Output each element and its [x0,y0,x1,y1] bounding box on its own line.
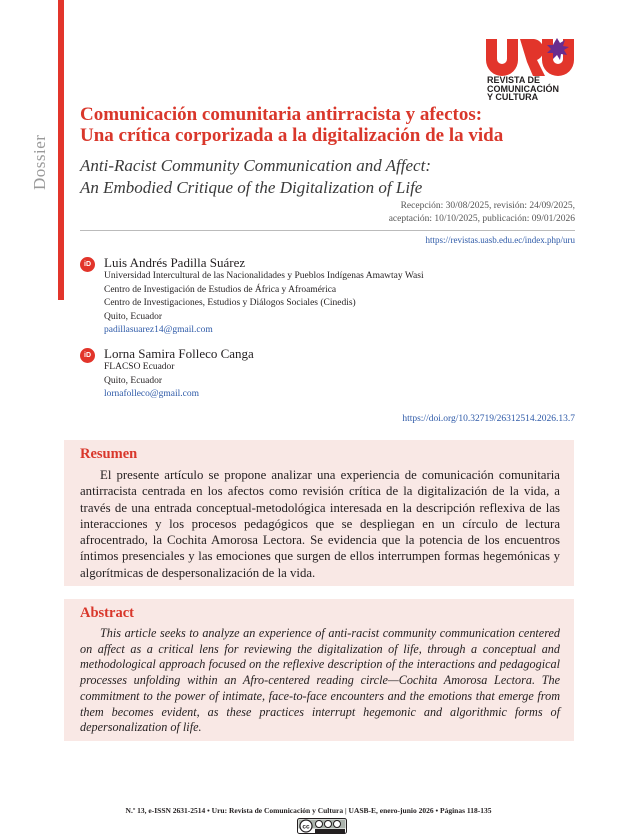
orcid-icon[interactable]: iD [80,257,95,272]
abstract-heading: Abstract [80,605,134,621]
logo-line: Y CULTURA [487,92,539,102]
author-location: Quito, Ecuador [104,311,163,322]
journal-url-link[interactable]: https://revistas.uasb.edu.ec/index.php/uru [425,235,575,245]
title-english-line: Anti-Racist Community Communication and Affect: [80,156,431,175]
author-email-link[interactable]: padillasuarez14@gmail.com [104,325,213,335]
submission-dates [389,200,575,225]
dates-line: Recepción: 30/08/2025, revisión: 24/09/2025, [400,201,575,211]
author-name: Lorna Samira Folleco Canga [104,346,254,361]
resumen-text: El presente artículo se propone analizar una experiencia de comunicación comunitaria antirracista centrada en los afectos como revisión crítica de la digitalización de la vida, a través de una entrada conceptual-metodológica interesada en la descripción reflexiva de las interacciones y los procesos pedagógicos que se despliegan en un círculo de lectura afrocentrado, la Cochita Amorosa Lectora. Se evidencia que la potencia de los encuentros íntimos presenciales y las emociones que surgen de ellos interrumpen formas hegemónicas y algorítmicas de despersonalización de la vida. [80,468,560,580]
author-affiliation: Centro de Investigación de Estudios de África y Afroamérica [104,284,337,295]
orcid-icon[interactable]: iD [80,348,95,363]
accent-bar [58,0,64,300]
title-spanish-line: Una crítica corporizada a la digitalización de la vida [80,125,504,146]
abstract-box [64,599,574,741]
resumen-heading: Resumen [80,446,138,462]
author-location: Quito, Ecuador [104,375,163,386]
divider [80,230,575,231]
resumen-box [64,440,574,586]
author-affiliation: Centro de Investigaciones, Estudios y Diálogos Sociales (Cinedis) [104,298,356,308]
title-english [80,155,560,199]
creative-commons-license-icon[interactable] [297,818,347,834]
section-label-text: Dossier [30,134,49,190]
section-label [30,130,50,195]
dates-line: aceptación: 10/10/2025, publicación: 09/01/2026 [388,213,575,224]
logo-line: REVISTA DE [487,75,541,85]
logo-line: COMUNICACIÓN [487,83,559,94]
author-name: Luis Andrés Padilla Suárez [104,255,246,270]
title-spanish-line: Comunicación comunitaria antirracista y afectos: [80,104,483,125]
journal-logo-text [487,76,559,102]
author-affiliation: FLACSO Ecuador [104,362,175,372]
author-email-link[interactable]: lornafolleco@gmail.com [104,389,200,399]
doi-link[interactable]: https://doi.org/10.32719/26312514.2026.13.7 [402,414,575,424]
author-affiliation: Universidad Intercultural de las Nacionalidades y Pueblos Indígenas Amawtay Wasi [104,271,424,281]
page-footer: N.º 13, e-ISSN 2631-2514 • Uru: Revista de Comunicación y Cultura | UASB-E, enero-junio 2026 • Páginas 118-135 [125,806,492,815]
svg-text:cc: cc [302,823,310,831]
title-spanish [80,104,560,146]
abstract-text: This article seeks to analyze an experience of anti-racist community communication centered on affect as a critical lens for reviewing the digitalization of life, through a conceptual and methodological approach focused on the reflexive description of the interactions and pedagogical processes unfolding within an Afro-centered reading circle—Cochita Amorosa Lectora. The commitment to the power of intimate, face-to-face encounters and the emotions that emerge from them becomes evident, as these practices interrupt hegemonic and algorithmic forms of depersonalization of life. [80,626,560,735]
title-english-line: An Embodied Critique of the Digitalization of Life [80,178,423,197]
